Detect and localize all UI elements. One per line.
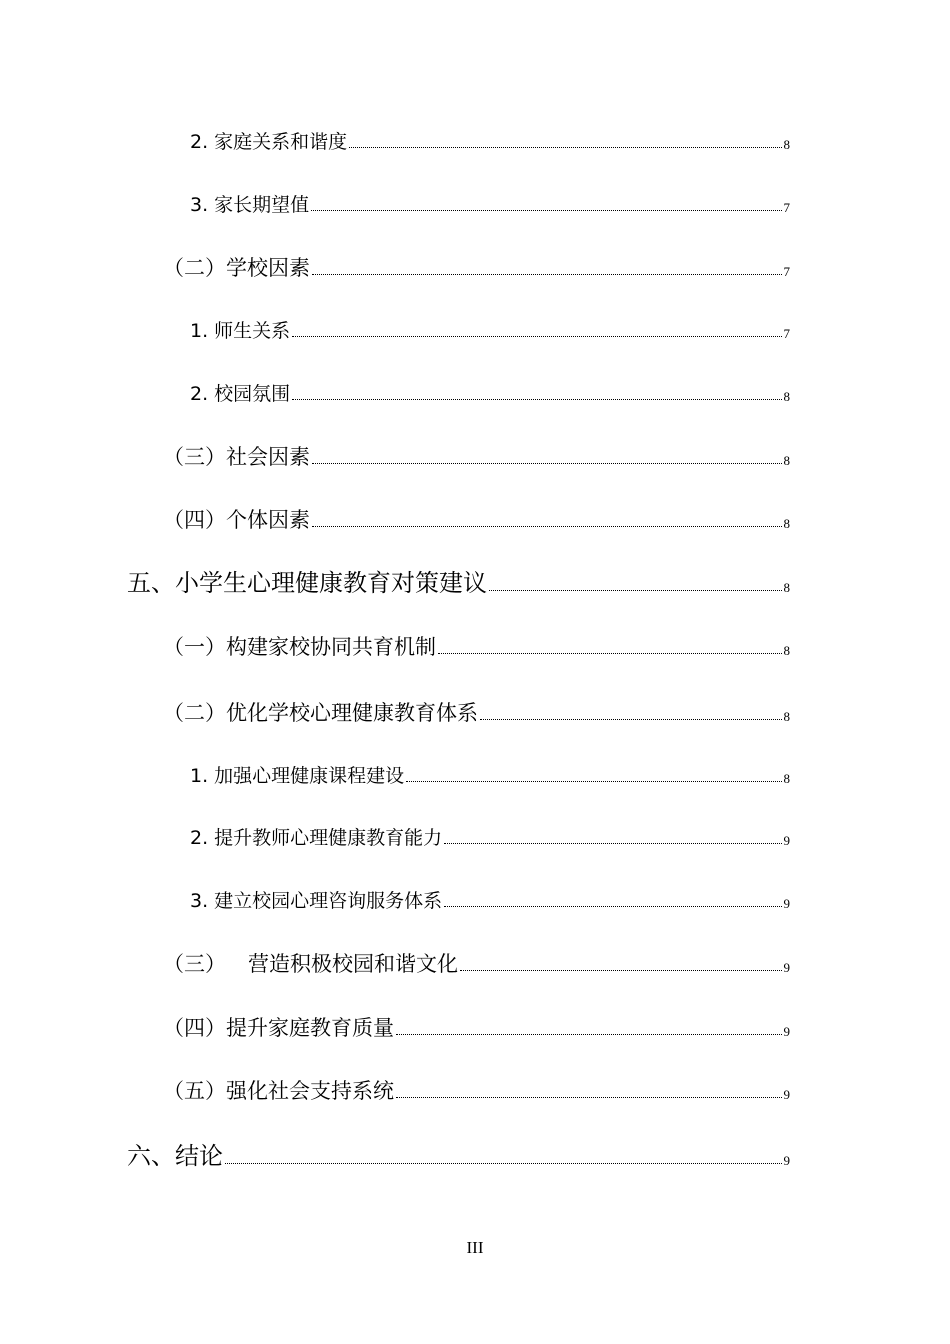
toc-leader-dots	[292, 336, 781, 337]
toc-entry-title: 3. 建立校园心理咨询服务体系	[190, 890, 443, 912]
toc-entry[interactable]	[190, 818, 790, 848]
toc-entry[interactable]	[163, 501, 790, 531]
toc-entry-title	[163, 954, 458, 975]
toc-entry-title: 2. 校园氛围	[190, 383, 291, 405]
toc-leader-dots	[406, 781, 781, 782]
toc-entry-title: 六、结论	[127, 1142, 223, 1170]
toc-entry-title: （四）个体因素	[163, 508, 310, 532]
toc-entry-title-rest: 营造积极校园和谐文化	[248, 952, 458, 976]
toc-entry-page: 7	[783, 200, 790, 215]
toc-leader-dots	[311, 210, 781, 211]
toc-leader-dots	[444, 843, 781, 844]
toc-leader-dots	[225, 1163, 782, 1164]
toc-entry-title: （五）强化社会支持系统	[163, 1079, 394, 1103]
toc-entry[interactable]	[190, 756, 790, 786]
toc-entry-page: 9	[783, 896, 790, 911]
toc-leader-dots	[444, 906, 781, 907]
toc-leader-dots	[396, 1097, 782, 1098]
toc-entry[interactable]	[190, 374, 790, 404]
toc-entry-page: 8	[783, 137, 790, 152]
toc-entry[interactable]	[127, 1138, 790, 1168]
toc-entry-title: （二）优化学校心理健康教育体系	[163, 701, 478, 725]
toc-entry[interactable]	[163, 1072, 790, 1102]
toc-entry[interactable]	[190, 185, 790, 215]
toc-entry-page: 9	[783, 960, 790, 975]
toc-leader-dots	[438, 653, 782, 654]
toc-entry-page: 7	[783, 264, 790, 279]
toc-entry-title: 1. 师生关系	[190, 320, 291, 342]
toc-entry[interactable]	[163, 694, 790, 724]
toc-entry[interactable]	[163, 249, 790, 279]
toc-entry-page: 8	[783, 643, 790, 658]
toc-leader-dots	[312, 463, 782, 464]
toc-leader-dots	[489, 590, 782, 591]
toc-leader-dots	[480, 719, 782, 720]
toc-entry[interactable]	[163, 945, 790, 975]
toc-leader-dots	[460, 970, 782, 971]
page-number: III	[466, 1238, 484, 1257]
toc-entry-page: 9	[783, 1087, 790, 1102]
toc-leader-dots	[312, 274, 782, 275]
toc-leader-dots	[292, 399, 781, 400]
toc-entry-page: 8	[783, 453, 790, 468]
toc-entry-page: 8	[783, 580, 790, 595]
toc-entry-page: 7	[783, 326, 790, 341]
toc-entry-page: 9	[783, 1024, 790, 1039]
toc-entry[interactable]	[127, 565, 790, 595]
toc-entry-title: 五、小学生心理健康教育对策建议	[127, 569, 487, 597]
toc-entry-page: 9	[783, 1153, 790, 1168]
toc-leader-dots	[312, 526, 782, 527]
toc-leader-dots	[396, 1034, 782, 1035]
toc-entry-title: 2. 提升教师心理健康教育能力	[190, 827, 443, 849]
toc-leader-dots	[349, 147, 781, 148]
toc-entry[interactable]	[163, 1009, 790, 1039]
toc-entry-title: 1. 加强心理健康课程建设	[190, 765, 405, 787]
toc-entry[interactable]	[163, 438, 790, 468]
toc-entry[interactable]	[190, 311, 790, 341]
toc-entry-title: 3. 家长期望值	[190, 194, 310, 216]
toc-entry-title: （三）社会因素	[163, 445, 310, 469]
toc-entry-title: （二）学校因素	[163, 256, 310, 280]
toc-entry[interactable]	[163, 628, 790, 658]
toc-entry-title: （一）构建家校协同共育机制	[163, 635, 436, 659]
toc-entry-page: 8	[783, 771, 790, 786]
toc-entry-title-prefix: （三）	[163, 952, 226, 976]
toc-entry-page: 9	[783, 833, 790, 848]
toc-entry-title: （四）提升家庭教育质量	[163, 1016, 394, 1040]
toc-entry[interactable]	[190, 881, 790, 911]
toc-entry-page: 8	[783, 389, 790, 404]
toc-entry-title: 2. 家庭关系和谐度	[190, 131, 348, 153]
toc-entry-page: 8	[783, 709, 790, 724]
toc-entry[interactable]	[190, 122, 790, 152]
toc-entry-page: 8	[783, 516, 790, 531]
